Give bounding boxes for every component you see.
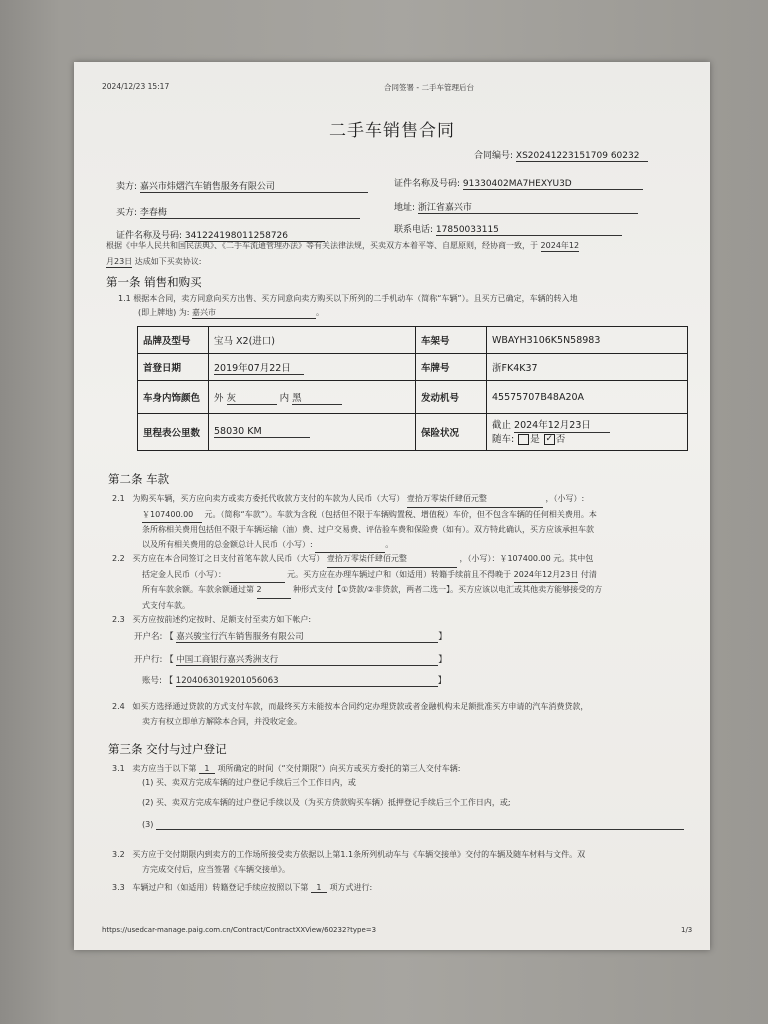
buyer-name: 李春梅 [140,205,360,219]
clause-2-2-num: 2.2 [112,554,125,563]
first-payment-upper: 壹拾万零柒仟肆佰元整 [327,552,457,568]
vehicle-info-table [137,326,688,451]
clause-2-2-text-e: 元。买方应在办理车辆过户和（如适用）转籍手续前且不得晚于 [287,569,512,579]
clause-3-3-text-b: 项方式进行: [329,883,373,892]
page-number: 1/3 [681,926,693,934]
payment-option: 2 [257,583,291,599]
bank-label: 开户行: [134,655,163,665]
table-row [138,381,688,414]
clause-1-1-text-2: (即上牌地) 为: [138,308,190,317]
seller-label: 卖方: [116,182,138,192]
clause-3-2-text-2: 方完成交付后，应当签署《车辆交接单》。 [142,864,290,874]
buyer-label: 买方: [116,208,138,218]
clause-3-3-num: 3.3 [112,883,125,892]
clause-3-1-text-a: 卖方应当于以下第 [132,764,197,773]
brand-value: 宝马 X2(进口) [209,327,416,354]
insurance-prefix: 截止 [492,419,512,431]
article-3-title: 第三条 交付与过户登记 [108,742,227,756]
transfer-option: 1 [311,883,327,893]
delivery-option-3: (3) [142,820,154,829]
yes-label: 是 [530,433,540,445]
price-lower: ￥107400.00 [142,508,202,524]
checkbox-yes[interactable] [518,434,529,445]
account-name-label: 开户名: [134,632,163,642]
final-payment-date: 2024年12月23日 [514,568,579,584]
first-reg-value: 2019年07月22日 [214,360,304,375]
price-upper: 壹拾万零柒仟肆佰元整 [407,492,543,508]
brand-label: 品牌及型号 [138,327,209,354]
clause-3-1-text-b: 项所确定的时间（“交付期限”）向买方或买方委托的第三人交付车辆: [217,764,461,773]
contract-page: 2024/12/23 15:17 合同签署 - 二手车管理后台 二手车销售合同 合同编号: XS20241223151709 60232 卖方: 嘉兴市炜熠汽车销售服务有限公司 证件名称及号码: 91330402MA7HEXYU3D 买方: 李春梅 地址: 浙江省嘉兴市 证件名称及号码: 341224198011258726 联系电话: 17850033115 根据《中华人民共和国民法典》、《二手车流通管理办法》等有关法律法规，买卖双方本着平等、自愿原则，经协商一致，于 2024年12 月23日 达成如下买卖协议: 第一条 销售和购买 1.1 根据本合同，卖方同意向买方出售、买方同意向卖方购买以下所列的二手机动车（简称“车辆”）。且买方已确定，车辆的转入地 (即上牌地) 为: 嘉兴市 。 品牌及型号 宝马 X2(进口) 车架号 WBAYH3106K5N58983 首登日期 2019年07月22日 车牌号 浙FK4K37 车身内饰颜色 外 灰 内 黑 发动机号 45575707B48A20A 里程表公里数 58030 KM 保险状况 截止 2024年12月23日 随车: 是 ✓ 否 第二条 车款 2.1 为购买车辆，买方应向卖方或卖方委托代收款方支付的车款为人民币（大写） 壹拾万零柒仟肆佰元整 ，（小写）: ￥107400.00 元。（简称“车款”）。车款为含税（包括但不限于车辆购置税、增值税）车价，但不包含车辆的任何相关费用。本 条所称相关费用包括但不限于车辆运输（油）费、过户交易费、评估验车费和保险费（如有）。双方特此确认，买方应该承担车款 以及所有相关费用的总金额总计人民币（小写）: 。 2.2 买方应在本合同签订之日支付首笔车款人民币（大写） 壹拾万零柒仟肆佰元整 ，（小写）：￥107400.00 元。其中包 括定金人民币（小写）： 元。买方应在办理车辆过户和（如适用）转籍手续前且不得晚于 2024年12月23日 付清 所有车款余额。车款余额通过第 2 种形式支付【①贷款/②非贷款，两者二选一】。买方应该以电汇或其他卖方能够接受的方 式支付车款。 2.3 买方应按前述约定按时、足额支付至卖方如下帐户: 开户名: 【 嘉兴骏宝行汽车销售服务有限公司 】 开户行: 【 中国工商银行嘉兴秀洲支行 】 账号: 【 1204063019201056063 】 2.4 如买方选择通过贷款的方式支付车款，而最终买方未能按本合同约定办理贷款或者金融机构未足额批准买方申请的汽车消费贷款， 卖方有权立即单方解除本合同，并没收定金。 第三条 交付与过户登记 3.1 卖方应当于以下第 1 项所确定的时间（“交付期限”）向买方或买方委托的第三人交付车辆: (1) 买、卖双方完成车辆的过户登记手续后三个工作日内，或 (2) 买、卖双方完成车辆的过户登记手续以及（为买方贷款购买车辆）抵押登记手续后三个工作日内，或; (3) 3.2 买方应于交付期限内到卖方的工作场所接受卖方依据以上第1.1条所列机动车与《车辆交接单》交付的车辆及随车材料与文件。双 方完成交付后，应当签署《车辆交接单》。 3.3 车辆过户和（如适用）转籍登记手续应按照以下第 1 项方式进行: https://usedcar-manage.paig.com.cn/Contract/ContractXXView/60232?type=3 1/3 [74,62,710,950]
clause-3-2-text: 买方应于交付期限内到卖方的工作场所接受卖方依据以上第1.1条所列机动车与《车辆交接单》交付的车辆及随车材料与文件。双 [132,850,586,859]
clause-2-2-text-a: 买方应在本合同签订之日支付首笔车款人民币（大写） [132,554,325,563]
vin-value: WBAYH3106K5N58983 [487,327,688,354]
ext-color-value: 灰 [227,390,277,405]
print-url: https://usedcar-manage.paig.com.cn/Contract/ContractXXView/60232?type=3 [102,926,377,934]
clause-2-2-text-h: 种形式支付【①贷款/②非贷款，两者二选一】。买方应该以电汇或其他卖方能够接受的方 [293,585,603,594]
engine-label: 发动机号 [416,381,487,414]
contract-title: 二手车销售合同 [329,121,455,141]
color-label: 车身内饰颜色 [138,381,209,414]
clause-2-1-text-d: 条所称相关费用包括但不限于车辆运输（油）费、过户交易费、评估验车费和保险费（如有）。双方特此确认，买方应该承担车款 [142,525,594,534]
seller-id-label: 证件名称及号码: [394,179,461,189]
clause-2-1-text-a: 为购买车辆，买方应向卖方或卖方委托代收款方支付的车款为人民币（大写） [132,494,405,503]
registration-place: 嘉兴市 [192,307,316,319]
clause-1-1-text: 根据本合同，卖方同意向买方出售、买方同意向卖方购买以下所列的二手机动车（简称“车辆”）。且买方已确定，车辆的转入地 [133,294,578,303]
clause-2-2-text-g: 所有车款余额。车款余额通过第 [142,585,254,594]
clause-2-1-text-e: 以及所有相关费用的总金额总计人民币（小写）: [142,539,313,549]
print-header-title: 合同签署 - 二手车管理后台 [384,83,474,92]
preamble-text: 根据《中华人民共和国民法典》、《二手车流通管理办法》等有关法律法规，买卖双方本着平等、自愿原则，经协商一致，于 [106,241,538,250]
clause-3-3-text-a: 车辆过户和（如适用）转籍登记手续应按照以下第 [132,883,309,892]
follow-label: 随车: [492,433,515,445]
preamble-text-2: 达成如下买卖协议: [134,257,202,266]
article-1-title: 第一条 销售和购买 [106,275,202,289]
clause-2-2-text-c: 元。其中包 [553,554,594,563]
clause-2-3-text: 买方应按前述约定按时、足额支付至卖方如下帐户: [132,615,312,624]
preamble-date: 2024年12 [540,241,580,250]
plate-label: 车牌号 [416,354,487,381]
clause-2-2-text-d: 括定金人民币（小写）： [142,569,226,579]
clause-2-4-num: 2.4 [112,702,125,711]
table-row [138,354,688,381]
clause-2-1-num: 2.1 [112,494,125,503]
bank-value: 中国工商银行嘉兴秀洲支行 [176,653,438,666]
account-name-value: 嘉兴骏宝行汽车销售服务有限公司 [176,630,438,643]
account-no-label: 账号: [142,676,162,686]
insurance-date: 2024年12月23日 [514,419,610,433]
buyer-addr-value: 浙江省嘉兴市 [418,200,638,214]
table-row [138,327,688,354]
int-color-value: 黑 [292,390,342,405]
int-color-prefix: 内 [279,392,290,404]
buyer-phone-value: 17850033115 [436,225,622,236]
buyer-phone-label: 联系电话: [394,225,434,235]
first-reg-label: 首登日期 [138,354,209,381]
mileage-value: 58030 KM [214,426,310,438]
seller-id-value: 91330402MA7HEXYU3D [463,179,643,190]
buyer-id-label: 证件名称及号码: [116,231,183,241]
plate-value: 浙FK4K37 [487,354,688,381]
mileage-label: 里程表公里数 [138,414,209,451]
checkbox-no-checked[interactable]: ✓ [545,433,554,444]
delivery-option: 1 [199,764,215,774]
seller-name: 嘉兴市炜熠汽车销售服务有限公司 [140,179,368,193]
contract-no-value: XS20241223151709 60232 [516,151,648,162]
clause-2-2-text-f: 付清 [580,569,597,579]
clause-2-2-text-i: 式支付车款。 [142,600,190,610]
clause-2-4-text-2: 卖方有权立即单方解除本合同，并没收定金。 [142,716,302,726]
buyer-addr-label: 地址: [394,203,416,213]
clause-2-2-text-b: ，（小写）：￥107400.00 [459,554,551,563]
clause-2-3-num: 2.3 [112,615,125,624]
insurance-label: 保险状况 [416,414,487,451]
engine-value: 45575707B48A20A [487,381,688,414]
preamble-date-2: 月23日 [106,257,133,266]
clause-2-1-text-b: ，（小写）: [545,494,585,503]
clause-1-1-num: 1.1 [118,294,131,303]
delivery-option-2: (2) 买、卖双方完成车辆的过户登记手续以及（为买方贷款购买车辆）抵押登记手续后三个工作日内，或; [142,798,511,807]
delivery-option-1: (1) 买、卖双方完成车辆的过户登记手续后三个工作日内，或 [142,778,356,787]
no-label: 否 [555,433,566,445]
table-row [138,414,688,451]
account-no-value: 1204063019201056063 [176,676,438,687]
buyer-id-value: 341224198011258726 [185,231,325,242]
clause-2-1-text-c: 元。（简称“车款”）。车款为含税（包括但不限于车辆购置税、增值税）车价，但不包含车辆的任何相关费用。本 [204,509,597,519]
clause-3-2-num: 3.2 [112,850,125,859]
article-2-title: 第二条 车款 [108,472,170,486]
ext-color-prefix: 外 [214,392,224,404]
clause-3-1-num: 3.1 [112,764,125,773]
vin-label: 车架号 [416,327,487,354]
contract-no-label: 合同编号: [474,151,514,161]
clause-2-4-text: 如买方选择通过贷款的方式支付车款，而最终买方未能按本合同约定办理贷款或者金融机构未足额批准买方申请的汽车消费贷款， [132,702,589,711]
print-datetime: 2024/12/23 15:17 [102,82,170,91]
